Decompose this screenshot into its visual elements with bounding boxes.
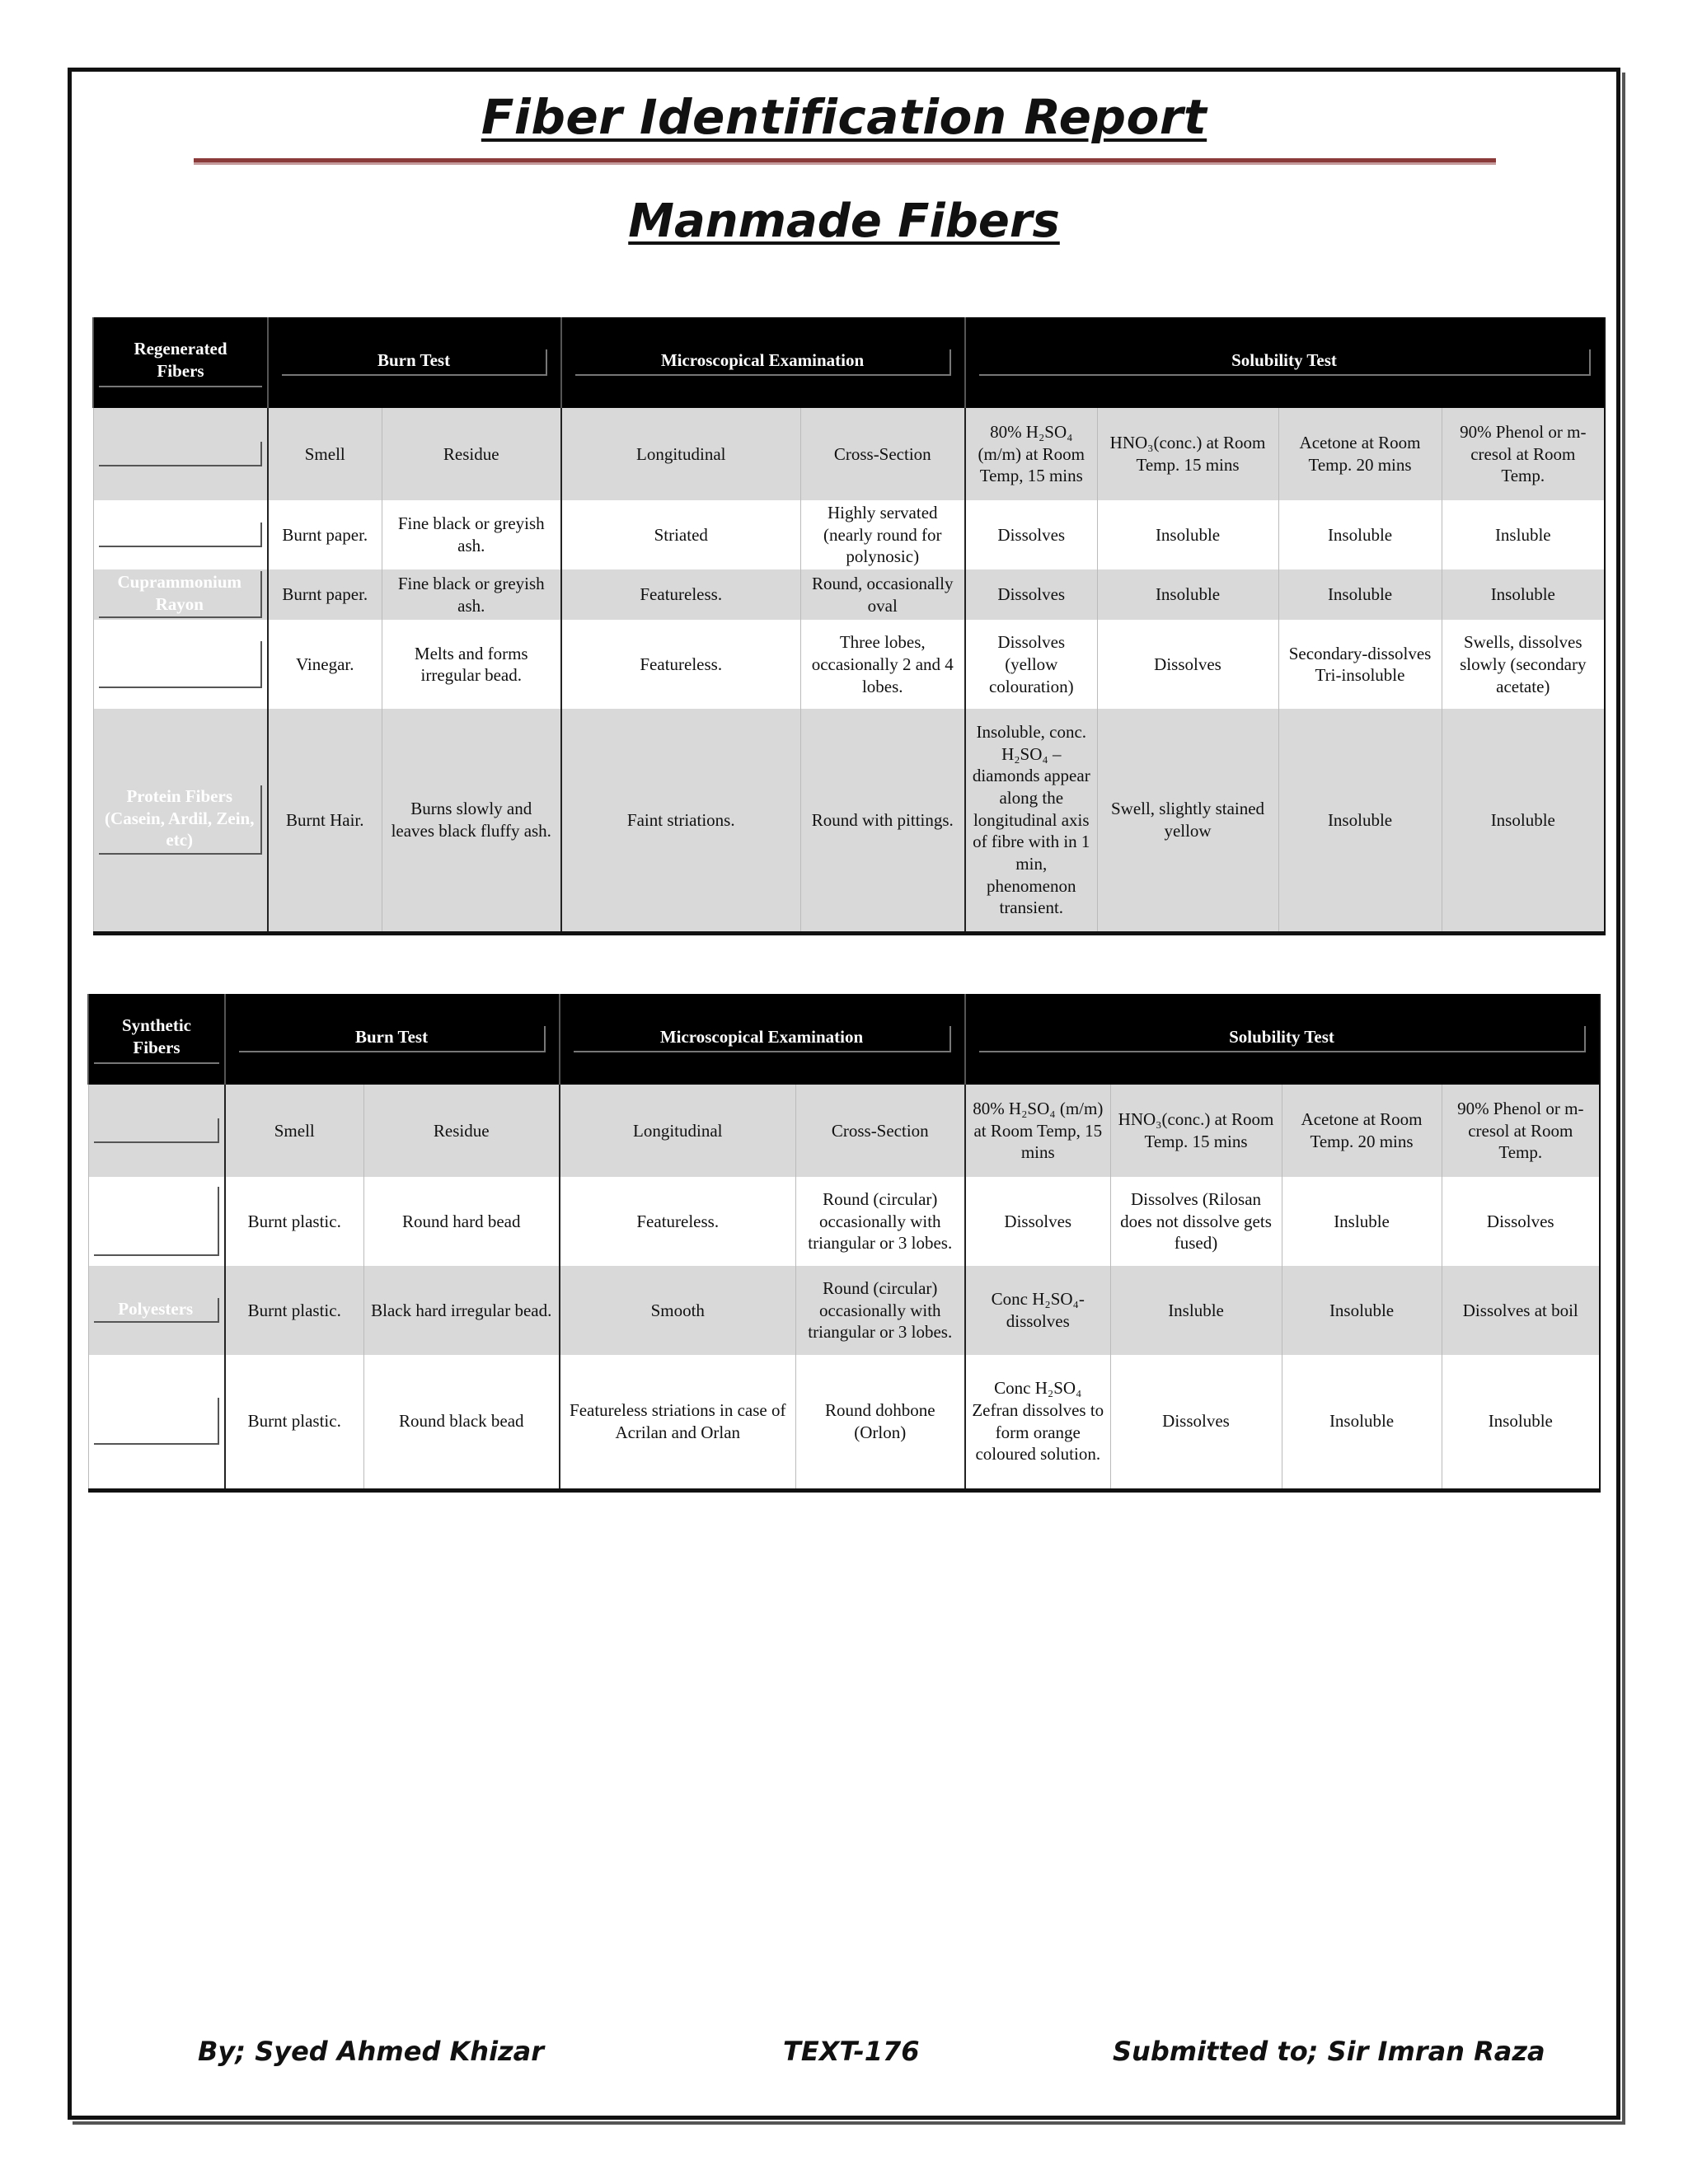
table-cell: Dissolves bbox=[965, 569, 1097, 620]
subheader-cell: Smell bbox=[268, 408, 382, 500]
table-cell: Dissolves (Rilosan does not dissolve gets fused) bbox=[1110, 1177, 1282, 1266]
table-row bbox=[88, 1266, 1600, 1355]
table-cell: Insoluble bbox=[1278, 500, 1442, 569]
table-cell: Insluble bbox=[1282, 1177, 1442, 1266]
table-cell: Insoluble bbox=[1442, 569, 1605, 620]
table-row bbox=[93, 620, 1605, 709]
subheader-cell: 80% H₂SO₄ (m/m) at Room Temp, 15 mins bbox=[965, 408, 1097, 500]
corner-header: Synthetic Fibers bbox=[88, 994, 225, 1085]
subheader-cell: Residue bbox=[382, 408, 561, 500]
table-cell: Insoluble, conc. H₂SO₄ – diamonds appear along the longitudinal axis of fibre with in 1 min, phenomenon transient. bbox=[965, 709, 1097, 933]
table-cell: Insoluble bbox=[1282, 1266, 1442, 1355]
subheader-cell: 90% Phenol or m-cresol at Room Temp. bbox=[1442, 1085, 1600, 1177]
group-header-solubility: Solubility Test bbox=[965, 994, 1600, 1085]
table-cell: Round, occasionally oval bbox=[800, 569, 965, 620]
row-header: Protein Fibers (Casein, Ardil, Zein, etc) bbox=[93, 709, 268, 933]
subheader-cell: Smell bbox=[225, 1085, 363, 1177]
table-cell: Smooth bbox=[560, 1266, 795, 1355]
row-header: Polyacrilonitrile (Acrylic) bbox=[88, 1355, 225, 1490]
synthetic-fibers-table bbox=[87, 994, 1601, 1493]
subheader-cell: HNO₃(conc.) at Room Temp. 15 mins bbox=[1110, 1085, 1282, 1177]
table-cell: Burns slowly and leaves black fluffy ash. bbox=[382, 709, 561, 933]
table-row bbox=[88, 1355, 1600, 1490]
table-cell: Burnt paper. bbox=[268, 569, 382, 620]
group-header-solubility: Solubility Test bbox=[965, 317, 1605, 408]
table-cell: Featureless striations in case of Acrilan and Orlan bbox=[560, 1355, 795, 1490]
table-cell: Insoluble bbox=[1278, 569, 1442, 620]
subheader-cell: 80% H₂SO₄ (m/m) at Room Temp, 15 mins bbox=[965, 1085, 1110, 1177]
group-header-row bbox=[93, 317, 1605, 408]
table-cell: Dissolves at boil bbox=[1442, 1266, 1600, 1355]
table-cell: Striated bbox=[561, 500, 800, 569]
table-cell: Insluble bbox=[1442, 500, 1605, 569]
table-cell: Dissolves bbox=[965, 500, 1097, 569]
table-cell: Round (circular) occasionally with triangular or 3 lobes. bbox=[795, 1266, 965, 1355]
table-cell: Black hard irregular bead. bbox=[363, 1266, 560, 1355]
table-cell: Burnt plastic. bbox=[225, 1177, 363, 1266]
subheader-cell: Cross-Section bbox=[795, 1085, 965, 1177]
table-row bbox=[88, 1177, 1600, 1266]
footer-course-code: TEXT-176 bbox=[783, 2036, 920, 2067]
table-cell: Round black bead bbox=[363, 1355, 560, 1490]
table-cell: Round with pittings. bbox=[800, 709, 965, 933]
table-cell: Round hard bead bbox=[363, 1177, 560, 1266]
table-cell: Dissolves bbox=[1110, 1355, 1282, 1490]
table-cell: Fine black or greyish ash. bbox=[382, 569, 561, 620]
title-divider bbox=[194, 158, 1496, 165]
table-cell: Round dohbone (Orlon) bbox=[795, 1355, 965, 1490]
group-header-burn-test: Burn Test bbox=[225, 994, 560, 1085]
table-cell: Faint striations. bbox=[561, 709, 800, 933]
section-title: Manmade Fibers bbox=[628, 194, 1060, 248]
subheader-row bbox=[88, 1085, 1600, 1177]
report-title: Fiber Identification Report bbox=[481, 89, 1207, 145]
subheader-cell: Residue bbox=[363, 1085, 560, 1177]
table-cell: Featureless. bbox=[561, 569, 800, 620]
table-cell: Dissolves (yellow colouration) bbox=[965, 620, 1097, 709]
footer-author: By; Syed Ahmed Khizar bbox=[198, 2036, 545, 2067]
table-row bbox=[93, 500, 1605, 569]
group-header-row bbox=[88, 994, 1600, 1085]
row-header: Cuprammonium Rayon bbox=[93, 569, 268, 620]
table-row bbox=[93, 709, 1605, 933]
table-cell: Insoluble bbox=[1442, 1355, 1600, 1490]
table-cell: Insoluble bbox=[1097, 569, 1278, 620]
regenerated-fibers-table bbox=[92, 317, 1606, 935]
table-cell: Swells, dissolves slowly (secondary acetate) bbox=[1442, 620, 1605, 709]
table-row bbox=[93, 569, 1605, 620]
subheader-cell: Longitudinal bbox=[560, 1085, 795, 1177]
row-header: Polyamides (Nylon 6, Nylon 6,6 ,etc.) bbox=[88, 1177, 225, 1266]
table-cell: Swell, slightly stained yellow bbox=[1097, 709, 1278, 933]
table-cell: Burnt plastic. bbox=[225, 1355, 363, 1490]
table-cell: Featureless. bbox=[560, 1177, 795, 1266]
subheader-cell: Longitudinal bbox=[561, 408, 800, 500]
group-header-burn-test: Burn Test bbox=[268, 317, 561, 408]
table-cell: Insluble bbox=[1110, 1266, 1282, 1355]
table-cell: Secondary-dissolves Tri-insoluble bbox=[1278, 620, 1442, 709]
table-cell: Insoluble bbox=[1278, 709, 1442, 933]
corner-header: Regenerated Fibers bbox=[93, 317, 268, 408]
subheader-cell: Acetone at Room Temp. 20 mins bbox=[1282, 1085, 1442, 1177]
table-cell: Featureless. bbox=[561, 620, 800, 709]
table-cell: Burnt Hair. bbox=[268, 709, 382, 933]
table-cell: Insoluble bbox=[1282, 1355, 1442, 1490]
group-header-microscopical: Microscopical Examination bbox=[561, 317, 965, 408]
table-cell: Dissolves bbox=[1097, 620, 1278, 709]
row-header-blank bbox=[88, 1085, 225, 1177]
table-cell: Dissolves bbox=[1442, 1177, 1600, 1266]
group-header-microscopical: Microscopical Examination bbox=[560, 994, 965, 1085]
footer-submitted-to: Submitted to; Sir Imran Raza bbox=[1113, 2036, 1545, 2067]
subheader-cell: Cross-Section bbox=[800, 408, 965, 500]
row-header: Cellulose Acetate Rayon bbox=[93, 620, 268, 709]
table-cell: Melts and forms irregular bead. bbox=[382, 620, 561, 709]
table-cell: Round (circular) occasionally with triangular or 3 lobes. bbox=[795, 1177, 965, 1266]
table-cell: Dissolves bbox=[965, 1177, 1110, 1266]
table-cell: Three lobes, occasionally 2 and 4 lobes. bbox=[800, 620, 965, 709]
table-cell: Insoluble bbox=[1097, 500, 1278, 569]
table-cell: Burnt plastic. bbox=[225, 1266, 363, 1355]
table-cell: Fine black or greyish ash. bbox=[382, 500, 561, 569]
row-header: Polyesters bbox=[88, 1266, 225, 1355]
row-header: Viscose Rayon bbox=[93, 500, 268, 569]
subheader-row bbox=[93, 408, 1605, 500]
table-cell: Conc H₂SO₄-dissolves bbox=[965, 1266, 1110, 1355]
table-cell: Insoluble bbox=[1442, 709, 1605, 933]
subheader-cell: Acetone at Room Temp. 20 mins bbox=[1278, 408, 1442, 500]
table-cell: Burnt paper. bbox=[268, 500, 382, 569]
row-header-blank bbox=[93, 408, 268, 500]
subheader-cell: HNO₃(conc.) at Room Temp. 15 mins bbox=[1097, 408, 1278, 500]
table-cell: Vinegar. bbox=[268, 620, 382, 709]
table-cell: Conc H₂SO₄ Zefran dissolves to form orange coloured solution. bbox=[965, 1355, 1110, 1490]
table-cell: Highly servated (nearly round for polynosic) bbox=[800, 500, 965, 569]
subheader-cell: 90% Phenol or m-cresol at Room Temp. bbox=[1442, 408, 1605, 500]
